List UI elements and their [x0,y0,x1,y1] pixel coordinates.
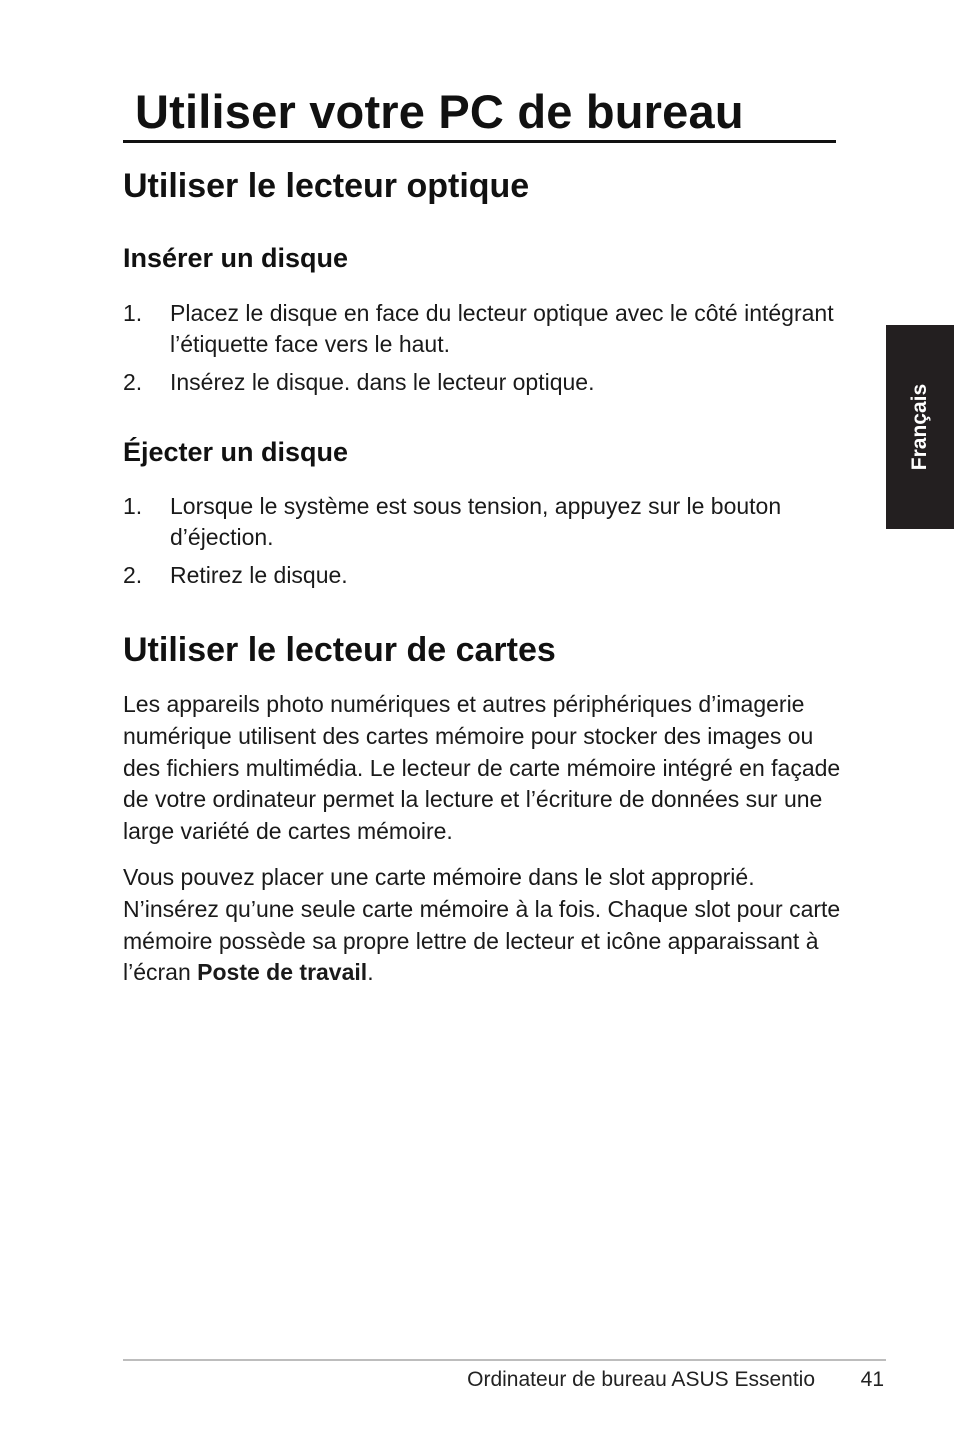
step-number: 2. [123,562,143,588]
step-text: Lorsque le système est sous tension, appuyez sur le bouton d’éjection. [170,493,782,550]
card-reader-paragraph-1: Les appareils photo numériques et autres périphériques d’imagerie numérique utilisent des cartes mémoire pour stocker des images ou des fichiers multimédia. Le lecteur de carte mémoire intégré en façade de votre ordinateur permet la lecture et l’écriture de données sur une large variété de cartes mémoire. [123,691,841,845]
list-item [123,560,843,591]
step-text: Retirez le disque. [170,562,348,588]
step-number: 1. [123,300,143,326]
step-text: Insérez le disque. dans le lecteur optique. [170,369,595,395]
card-reader-paragraph-2 [123,862,848,989]
step-number: 2. [123,369,143,395]
step-number: 1. [123,493,143,519]
paragraph-text: Vous pouvez placer une carte mémoire dans le slot approprié. N’insérez qu’une seule carte mémoire à la fois. Chaque slot pour carte mémoire possède sa propre lettre de lecteur et icône apparaissant à l’écran [123,864,841,986]
subheading-eject-disc: Éjecter un disque [123,437,349,467]
footer-divider [123,1359,886,1361]
list-item [123,491,843,553]
page-number: 41 [860,1368,884,1391]
subheading-insert-disc: Insérer un disque [123,243,349,273]
list-item [123,298,843,360]
step-text: Placez le disque en face du lecteur optique avec le côté intégrant l’étiquette face vers le haut. [170,300,834,357]
my-computer-term: Poste de travail [197,959,368,986]
language-tab-label: Français [908,383,931,471]
list-item [123,367,843,398]
footer-product-name: Ordinateur de bureau ASUS Essentio [467,1368,815,1391]
page-title: Utiliser votre PC de bureau [123,84,836,143]
section-heading-optical: Utiliser le lecteur optique [123,167,530,205]
eject-steps-list [123,491,843,598]
insert-steps-list [123,298,843,405]
section-heading-card-reader: Utiliser le lecteur de cartes [123,631,556,669]
paragraph-text: . [367,959,374,986]
language-side-tab [886,325,954,529]
